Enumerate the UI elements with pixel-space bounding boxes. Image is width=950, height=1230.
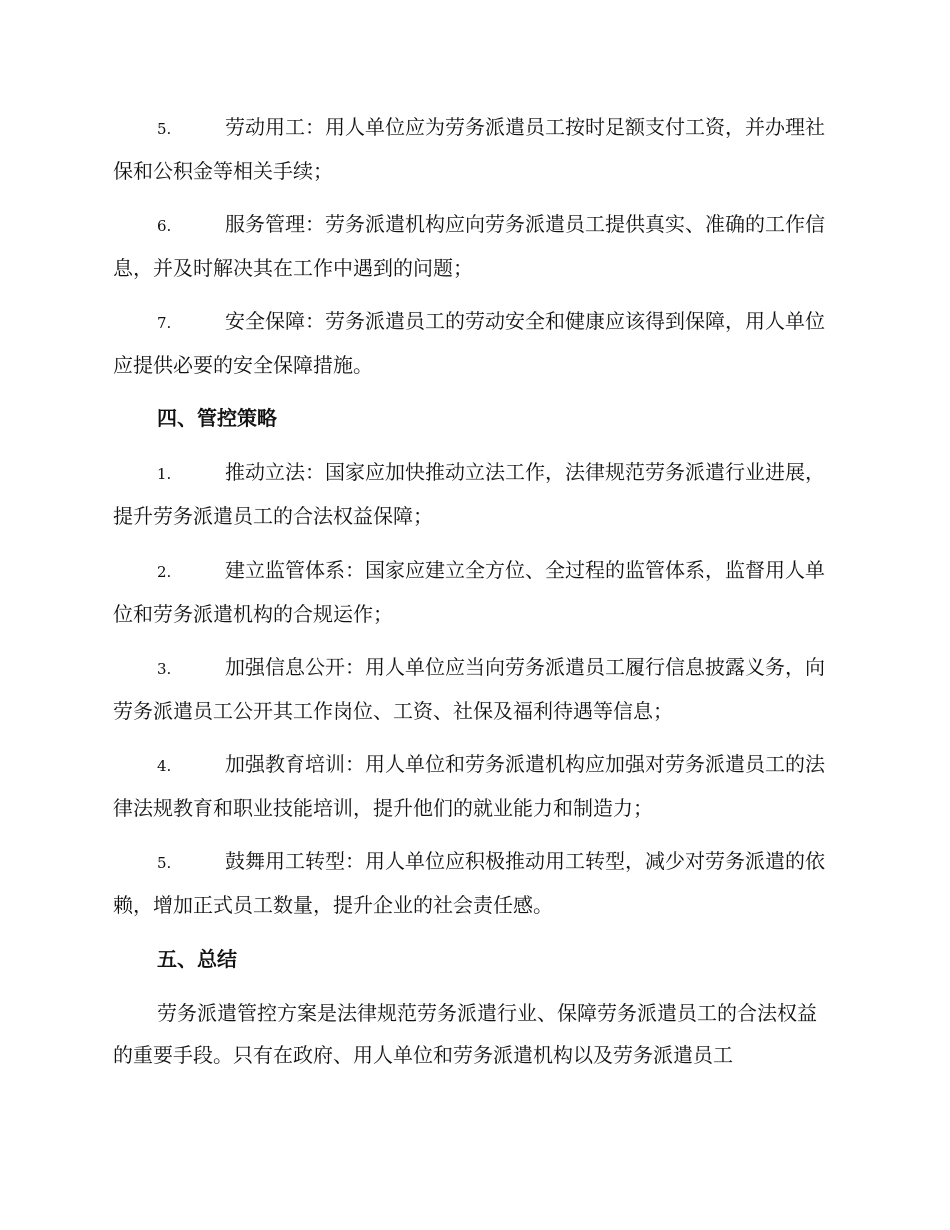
list-item-number: 2. <box>157 563 172 581</box>
section-heading: 五、总结 <box>157 947 237 971</box>
list-item-text: 加强教育培训：用人单位和劳务派遣机构应加强对劳务派遣员工的法律法规教育和职业技能培训，提升他们的就业能力和制造力； <box>113 752 825 820</box>
list-item-number: 4. <box>157 757 172 775</box>
section-heading: 四、管控策略 <box>157 406 277 430</box>
list-item <box>113 451 833 537</box>
list-item-number: 3. <box>157 660 172 678</box>
list-item <box>113 300 833 386</box>
list-item <box>113 203 833 289</box>
list-item <box>113 646 833 732</box>
summary-paragraph: 劳务派遣管控方案是法律规范劳务派遣行业、保障劳务派遣员工的合法权益的重要手段。只有在政府、用人单位和劳务派遣机构以及劳务派遣员工 <box>113 1001 817 1067</box>
list-item-text: 服务管理：劳务派遣机构应向劳务派遣员工提供真实、准确的工作信息，并及时解决其在工作中遇到的问题； <box>113 212 825 280</box>
list-item <box>113 549 833 635</box>
list-item <box>113 743 833 829</box>
list-item <box>113 106 833 192</box>
list-item-text: 安全保障：劳务派遣员工的劳动安全和健康应该得到保障，用人单位应提供必要的安全保障措施。 <box>113 309 825 377</box>
list-item-text: 加强信息公开：用人单位应当向劳务派遣员工履行信息披露义务，向劳务派遣员工公开其工作岗位、工资、社保及福利待遇等信息； <box>113 655 825 723</box>
list-item-text: 鼓舞用工转型：用人单位应积极推动用工转型，减少对劳务派遣的依赖，增加正式员工数量，提升企业的社会责任感。 <box>113 849 825 917</box>
list-item <box>113 840 833 926</box>
list-item-number: 5. <box>157 854 172 872</box>
list-item-number: 7. <box>157 314 172 332</box>
list-item-text: 建立监管体系：国家应建立全方位、全过程的监管体系，监督用人单位和劳务派遣机构的合规运作； <box>113 558 825 626</box>
list-item-text: 劳动用工：用人单位应为劳务派遣员工按时足额支付工资，并办理社保和公积金等相关手续； <box>113 115 825 183</box>
list-item-text: 推动立法：国家应加快推动立法工作，法律规范劳务派遣行业进展，提升劳务派遣员工的合法权益保障； <box>113 460 825 528</box>
list-item-number: 1. <box>157 465 172 483</box>
list-item-number: 6. <box>157 217 172 235</box>
list-item-number: 5. <box>157 120 172 138</box>
